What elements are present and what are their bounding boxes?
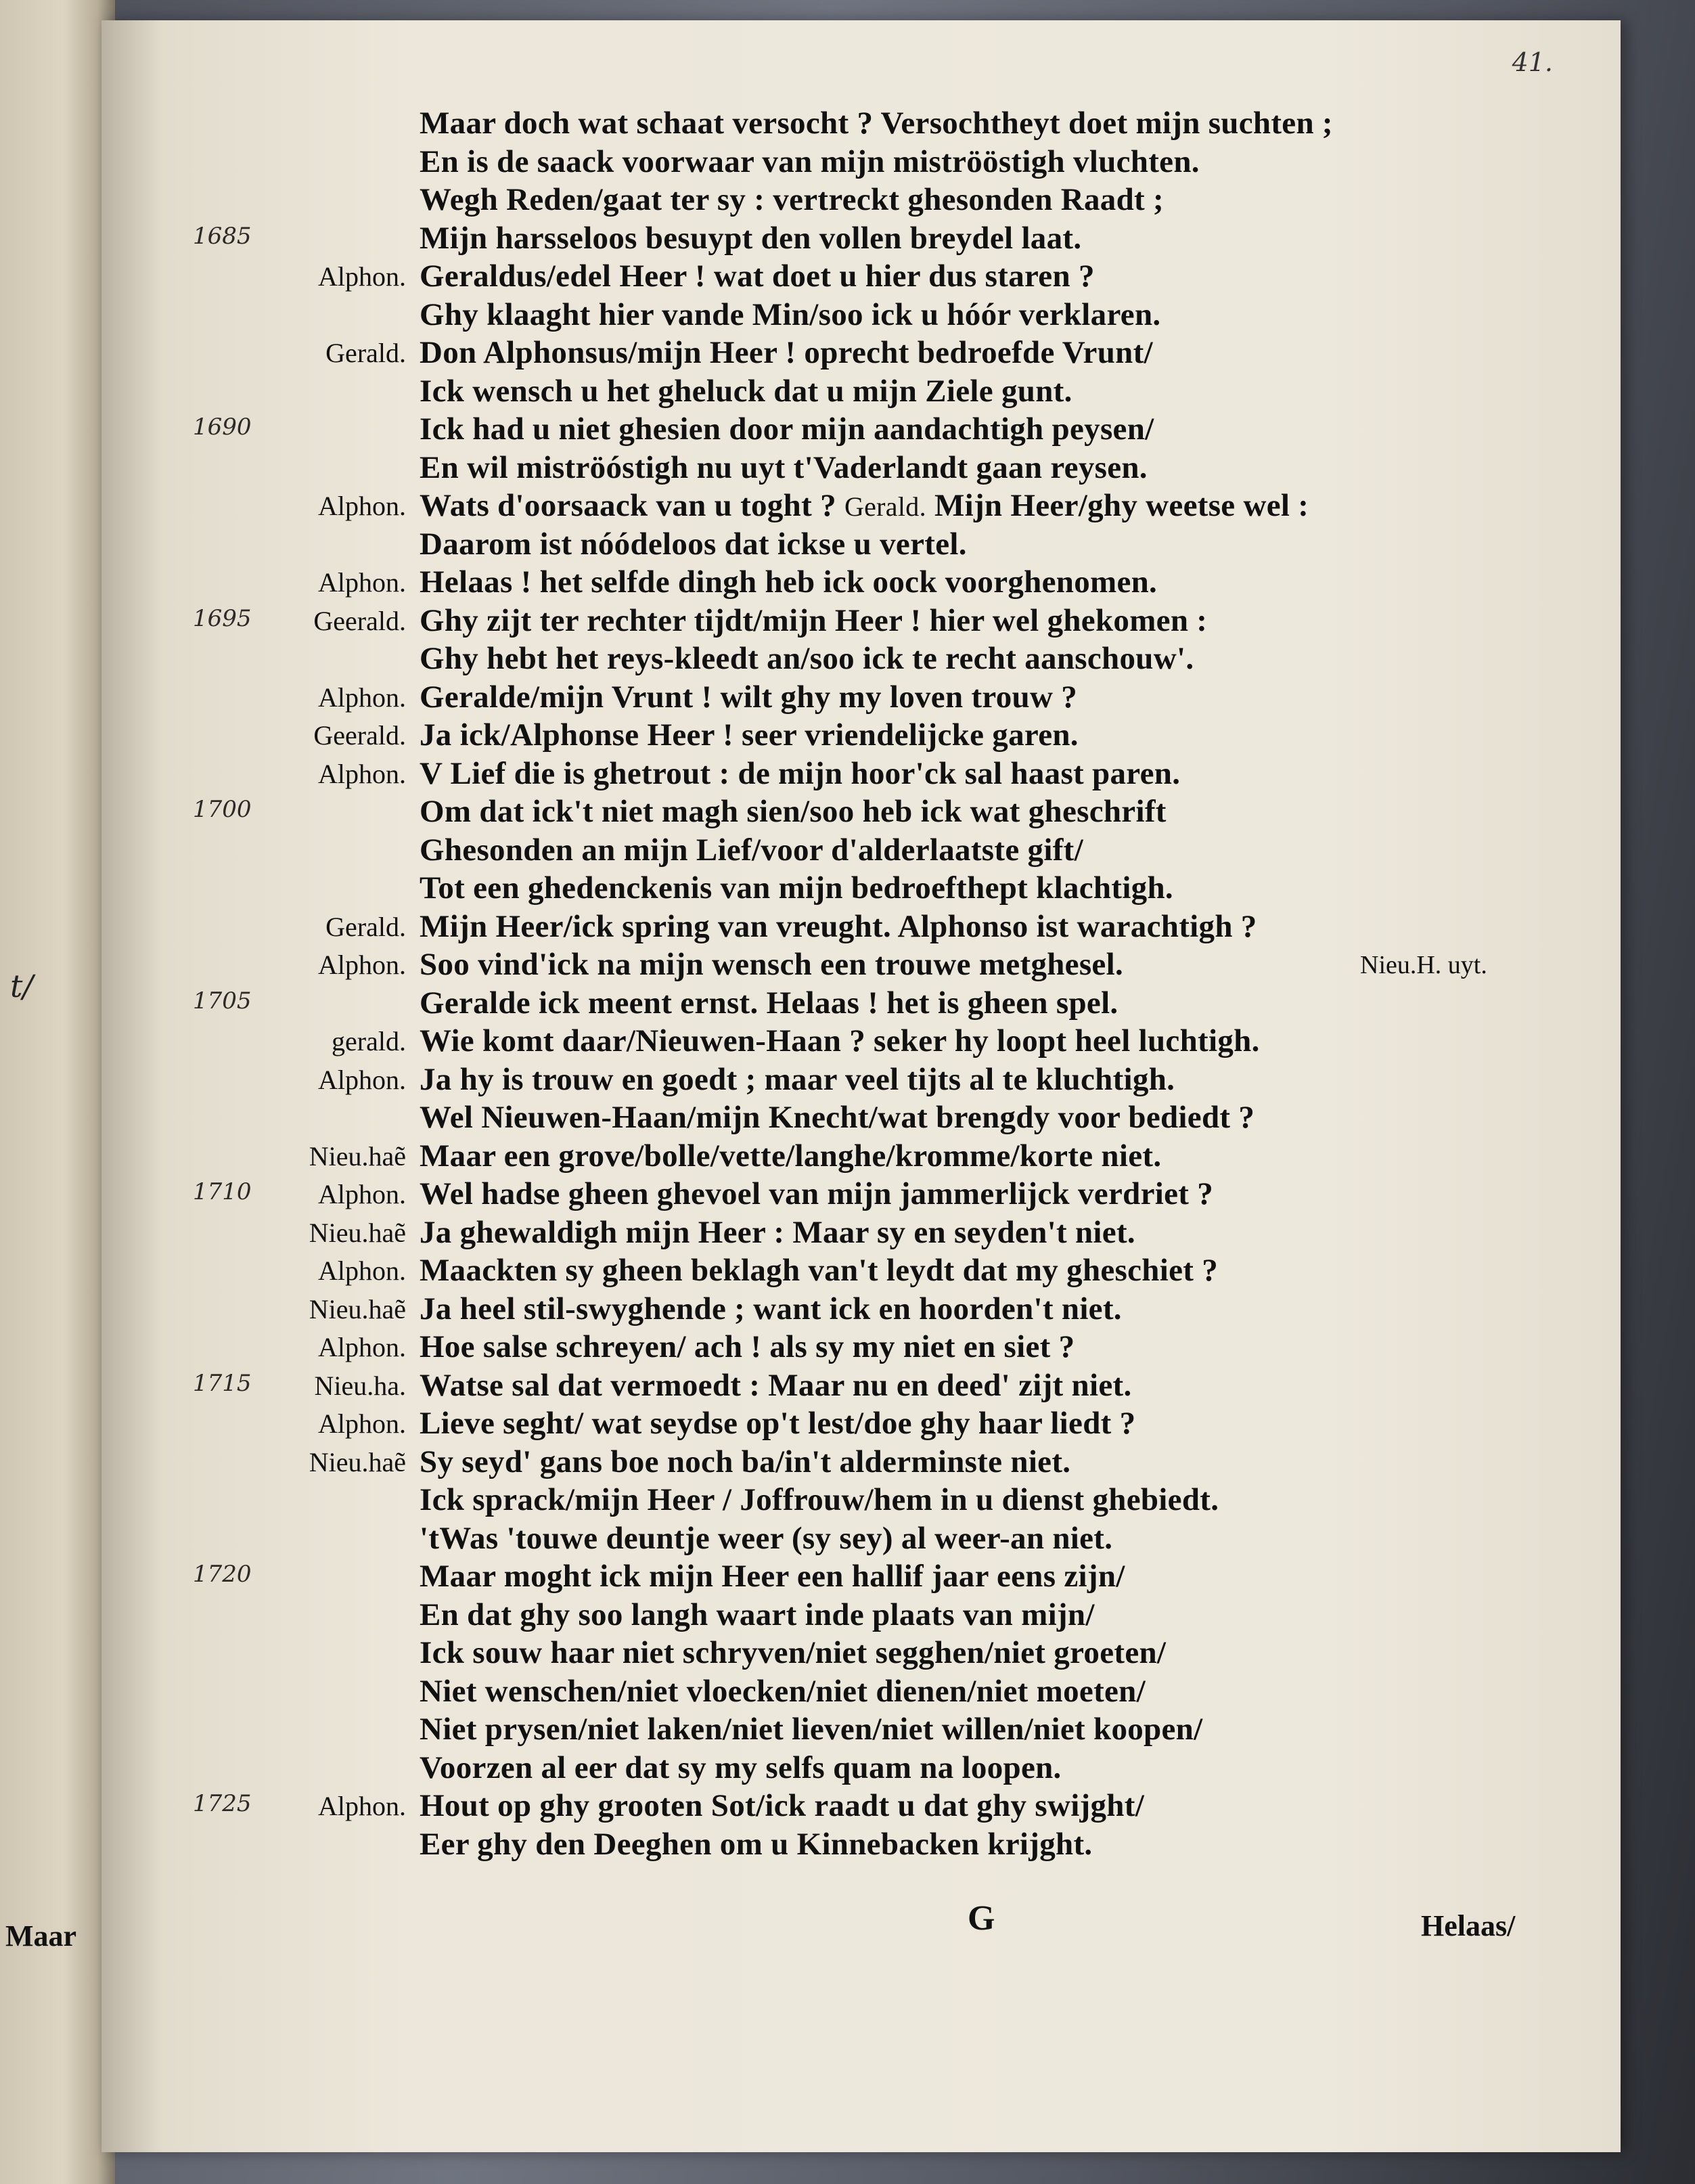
verse-text-part: Ja hy is trouw en goedt ; maar veel tijts al te kluchtigh. <box>420 1061 1175 1097</box>
verse-line <box>101 526 1621 564</box>
verse-line <box>101 411 1621 449</box>
verse-text <box>420 1138 1597 1174</box>
verse-text <box>420 602 1597 639</box>
verse-text <box>420 1405 1597 1442</box>
speaker-label: gerald. <box>332 1026 406 1056</box>
verse-text <box>420 526 1597 562</box>
verse-text-part: Wel Nieuwen-Haan/mijn Knecht/wat brengdy voor bediedt ? <box>420 1100 1255 1135</box>
verse-line <box>101 679 1621 717</box>
speaker-label: Alphon. <box>318 682 406 713</box>
verse-text <box>420 1558 1597 1595</box>
folio-number: 41. <box>1512 47 1553 77</box>
line-number: 1700 <box>193 796 252 823</box>
catchword: Helaas/ <box>1421 1909 1516 1942</box>
verse-text-part: Soo vind'ick na mijn wensch een trouwe metghesel. <box>420 947 1124 982</box>
verse-text <box>420 487 1597 524</box>
verse-text-part: Ghesonden an mijn Lief/voor d'alderlaatste gift/ <box>420 832 1083 868</box>
verse-text-part: Sy seyd' gans boe noch ba/in't alderminste niet. <box>420 1444 1071 1479</box>
verse-text-part: Hoe salse schreyen/ ach ! als sy my niet en siet ? <box>420 1329 1075 1364</box>
verse-text <box>420 985 1597 1021</box>
verse-line <box>101 1481 1621 1519</box>
verse-line <box>101 717 1621 755</box>
verse-text-part: Wats d'oorsaack van u toght ? <box>420 488 836 523</box>
verse-text-part: Don Alphonsus/mijn Heer ! oprecht bedroefde Vrunt/ <box>420 335 1153 370</box>
verse-text-part: Maar moght ick mijn Heer een hallif jaar eens zijn/ <box>420 1559 1125 1594</box>
speaker-label: Alphon. <box>318 1408 406 1439</box>
verse-text <box>420 105 1597 141</box>
verse-line <box>101 1520 1621 1558</box>
speaker-label: Gerald. <box>325 338 406 368</box>
verse-text-part: En wil miströóstigh nu uyt t'Vaderlandt gaan reysen. <box>420 449 1148 485</box>
verse-text <box>420 793 1597 830</box>
verse-text-part: Tot een ghedenckenis van mijn bedroefthept klachtigh. <box>420 870 1173 906</box>
verse-text-part: Niet wenschen/niet vloecken/niet dienen/niet moeten/ <box>420 1673 1146 1709</box>
speaker-label: Nieu.haẽ <box>309 1217 406 1248</box>
verse-line <box>101 1176 1621 1213</box>
speaker-label: Alphon. <box>318 1332 406 1362</box>
verse-line <box>101 1673 1621 1711</box>
verse-text-part: Niet prysen/niet laken/niet lieven/niet willen/niet koopen/ <box>420 1712 1203 1747</box>
verse-line <box>101 1787 1621 1825</box>
speaker-label: Alphon. <box>318 1179 406 1209</box>
verse-text <box>420 1176 1597 1212</box>
verse-line <box>101 220 1621 258</box>
verse-text <box>420 1520 1597 1557</box>
verse-text-part: Lieve seght/ wat seydse op't lest/doe ghy haar liedt ? <box>420 1406 1136 1441</box>
verse-text-part: En dat ghy soo langh waart inde plaats van mijn/ <box>420 1597 1095 1632</box>
verse-text <box>420 1291 1597 1327</box>
verse-line <box>101 793 1621 831</box>
verse-text <box>420 220 1597 257</box>
verse-text <box>420 564 1597 600</box>
verse-text <box>420 1597 1597 1633</box>
verse-text-part: Wegh Reden/gaat ter sy : vertreckt ghesonden Raadt ; <box>420 182 1164 217</box>
verse-line <box>101 1597 1621 1634</box>
verse-line <box>101 296 1621 334</box>
verse-text <box>420 1826 1597 1863</box>
verse-text-part: V Lief die is ghetrout : de mijn hoor'ck sal haast paren. <box>420 755 1181 791</box>
verse-text <box>420 1444 1597 1480</box>
verse-text <box>420 1099 1597 1136</box>
book-page <box>101 20 1621 2152</box>
verse-line <box>101 1023 1621 1061</box>
verse-text <box>420 717 1597 753</box>
verse-text-part: Wie komt daar/Nieuwen-Haan ? seker hy loopt heel luchtigh. <box>420 1023 1260 1058</box>
verse-line <box>101 602 1621 640</box>
verse-text <box>420 908 1597 945</box>
verse-line <box>101 870 1621 908</box>
speaker-label: Alphon. <box>318 1791 406 1821</box>
verse-text-part: Maar een grove/bolle/vette/langhe/kromme/korte niet. <box>420 1138 1162 1174</box>
verse-text <box>420 679 1597 715</box>
verse-text-part: Mijn harsseloos besuypt den vollen breydel laat. <box>420 220 1082 256</box>
verse-text-part: Ja ick/Alphonse Heer ! seer vriendelijcke garen. <box>420 717 1079 753</box>
verse-text-part: Mijn Heer/ghy weetse wel : <box>934 488 1309 523</box>
speaker-label: Nieu.haẽ <box>309 1446 406 1477</box>
speaker-label: Alphon. <box>318 1064 406 1095</box>
speaker-label: Alphon. <box>318 1255 406 1286</box>
verse-line <box>101 258 1621 296</box>
verse-line <box>101 564 1621 602</box>
verse-text <box>420 1214 1597 1251</box>
stage-direction: Nieu.H. uyt. <box>1360 951 1487 979</box>
line-number: 1695 <box>193 604 252 632</box>
speaker-label: Geerald. <box>313 605 406 636</box>
verse-text <box>420 334 1597 371</box>
verse-text <box>420 1329 1597 1365</box>
verse-text-part: Wel hadse gheen ghevoel van mijn jammerlijck verdriet ? <box>420 1176 1214 1211</box>
verse-line <box>101 105 1621 143</box>
verse-text <box>420 449 1597 486</box>
verse-text-part: Ick wensch u het gheluck dat u mijn Ziele gunt. <box>420 373 1072 409</box>
verse-line <box>101 755 1621 793</box>
left-page-edge <box>0 0 115 2184</box>
speaker-label: Nieu.haẽ <box>309 1140 406 1172</box>
verse-text-part: Ick sprack/mijn Heer / Joffrouw/hem in u dienst ghebiedt. <box>420 1482 1219 1517</box>
verse-text <box>420 1787 1597 1824</box>
verse-text-part: En is de saack voorwaar van mijn miströöstigh vluchten. <box>420 143 1200 179</box>
speaker-label: Alphon. <box>318 758 406 789</box>
speaker-label: Gerald. <box>325 911 406 942</box>
speaker-label: Geerald. <box>313 720 406 751</box>
verse-text-part: Watse sal dat vermoedt : Maar nu en deed' zijt niet. <box>420 1367 1132 1403</box>
verse-text <box>420 296 1597 333</box>
signature-mark: G <box>968 1899 995 1938</box>
verse-line <box>101 1214 1621 1252</box>
verse-line <box>101 1826 1621 1864</box>
verse-line <box>101 334 1621 372</box>
verse-text-part: Eer ghy den Deeghen om u Kinnebacken krijght. <box>420 1826 1093 1862</box>
verse-text-part: Ick had u niet ghesien door mijn aandachtigh peysen/ <box>420 411 1154 447</box>
verse-line <box>101 1444 1621 1481</box>
verse-text <box>420 143 1597 180</box>
verse-text <box>420 258 1597 294</box>
verse-text <box>420 373 1597 409</box>
verse-line <box>101 985 1621 1023</box>
verse-text-part: Ick souw haar niet schryven/niet segghen/niet groeten/ <box>420 1635 1167 1670</box>
verse-text-part: Hout op ghy grooten Sot/ick raadt u dat ghy swijght/ <box>420 1788 1145 1823</box>
verse-text <box>420 1750 1597 1786</box>
speaker-label: Nieu.haẽ <box>309 1293 406 1324</box>
verse-text <box>420 1367 1597 1404</box>
verse-text <box>420 1481 1597 1518</box>
verse-line <box>101 908 1621 946</box>
verse-text-part: Maackten sy gheen beklagh van't leydt dat my gheschiet ? <box>420 1253 1219 1288</box>
speaker-label: Alphon. <box>318 567 406 598</box>
verse-line <box>101 181 1621 219</box>
verse-text-part: Ja ghewaldigh mijn Heer : Maar sy en seyden't niet. <box>420 1214 1135 1250</box>
speaker-label: Nieu.ha. <box>314 1370 406 1401</box>
verse-line <box>101 449 1621 487</box>
verse-line <box>101 640 1621 678</box>
verse-text-part: Ja heel stil-swyghende ; want ick en hoorden't niet. <box>420 1291 1122 1327</box>
verse-line <box>101 1711 1621 1749</box>
line-number: 1715 <box>193 1369 252 1397</box>
verse-line <box>101 143 1621 181</box>
verse-line <box>101 1099 1621 1137</box>
verse-line <box>101 1138 1621 1176</box>
verse-text <box>420 181 1597 218</box>
line-number: 1705 <box>193 987 252 1015</box>
verse-text-part: Ghy zijt ter rechter tijdt/mijn Heer ! hier wel ghekomen : <box>420 602 1208 638</box>
verse-line <box>101 1405 1621 1443</box>
speaker-label: Alphon. <box>318 261 406 292</box>
speaker-label: Alphon. <box>318 491 406 521</box>
verse-line <box>101 1634 1621 1672</box>
verse-text <box>420 1634 1597 1671</box>
line-number: 1720 <box>193 1561 252 1588</box>
verse-text <box>420 640 1597 677</box>
verse-text <box>420 411 1597 447</box>
verse-text-part: Om dat ick't niet magh sien/soo heb ick wat gheschrift <box>420 794 1167 829</box>
line-number: 1725 <box>193 1790 252 1817</box>
verse-line <box>101 487 1621 525</box>
left-page-margin-mark: t/ <box>10 968 33 1004</box>
verse-text <box>420 1023 1597 1059</box>
verse-line <box>101 1558 1621 1596</box>
verse-line <box>101 1061 1621 1099</box>
verse-line <box>101 1291 1621 1329</box>
verse-text-part: Helaas ! het selfde dingh heb ick oock voorghenomen. <box>420 564 1158 600</box>
verse-text-part: Geralde/mijn Vrunt ! wilt ghy my loven trouw ? <box>420 679 1078 715</box>
verse-text-part: Ghy hebt het reys-kleedt an/soo ick te recht aanschouw'. <box>420 641 1194 676</box>
line-number: 1710 <box>193 1178 252 1205</box>
verse-text-part: Maar doch wat schaat versocht ? Versochtheyt doet mijn suchten ; <box>420 106 1333 141</box>
verse-line <box>101 832 1621 870</box>
verse-line <box>101 1750 1621 1787</box>
verse-text-part: 'tWas 'touwe deuntje weer (sy sey) al weer-an niet. <box>420 1520 1113 1556</box>
verse-text <box>420 1711 1597 1747</box>
verse-line <box>101 1252 1621 1290</box>
verse-text <box>420 870 1597 906</box>
verse-text <box>420 832 1597 868</box>
speaker-label: Alphon. <box>318 950 406 980</box>
verse-line <box>101 373 1621 411</box>
verse-text-part: Geralde ick meent ernst. Helaas ! het is gheen spel. <box>420 985 1118 1021</box>
verse-text-part: Mijn Heer/ick spring van vreught. Alphonso ist warachtigh ? <box>420 908 1257 944</box>
verse-text-part: Daarom ist nóódeloos dat ickse u vertel. <box>420 526 967 562</box>
left-page-catchword: Maar <box>5 1919 77 1953</box>
inline-speaker-label: Gerald. <box>844 491 926 522</box>
line-number: 1685 <box>193 222 252 250</box>
verse-text <box>420 1673 1597 1710</box>
verse-text-part: Ghy klaaght hier vande Min/soo ick u hóór verklaren. <box>420 296 1161 332</box>
verse-text <box>420 1061 1597 1098</box>
verse-text-part: Geraldus/edel Heer ! wat doet u hier dus staren ? <box>420 259 1095 294</box>
verse-text <box>420 1252 1597 1289</box>
verse-text-part: Voorzen al eer dat sy my selfs quam na loopen. <box>420 1750 1062 1785</box>
verse-line <box>101 1329 1621 1366</box>
verse-text <box>420 755 1597 792</box>
verse-line <box>101 1367 1621 1405</box>
line-number: 1690 <box>193 414 252 441</box>
